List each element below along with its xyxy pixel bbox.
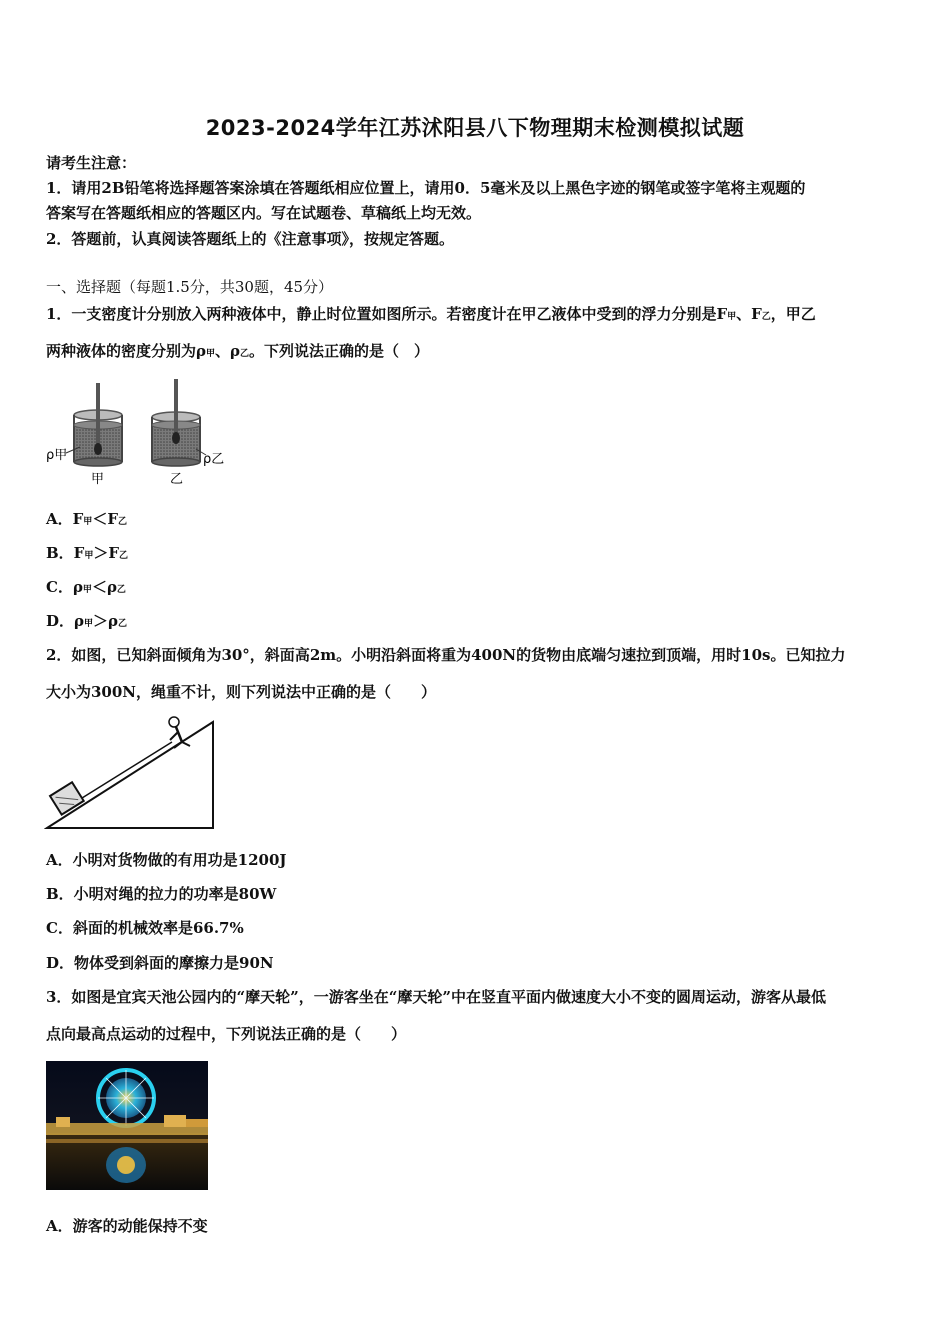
q1-stem-line-2: 两种液体的密度分别为ρ甲、ρ乙。下列说法正确的是（ ）	[46, 342, 430, 360]
q2-option-d[interactable]: D．物体受到斜面的摩擦力是90N	[46, 954, 274, 972]
q3-option-a[interactable]: A．游客的动能保持不变	[46, 1217, 208, 1235]
page-title: 2023-2024学年江苏沭阳县八下物理期末检测模拟试题	[205, 116, 745, 140]
beaker-yi	[152, 379, 200, 466]
q2-option-a[interactable]: A．小明对货物做的有用功是1200J	[46, 851, 287, 869]
q3-stem-line-2: 点向最高点运动的过程中，下列说法正确的是（ ）	[46, 1025, 407, 1043]
q3-stem-line-1: 3．如图是宜宾天池公园内的“摩天轮”，一游客坐在“摩天轮”中在竖直平面内做速度大小不变的圆周运动，游客从最低	[46, 988, 826, 1006]
label-rho-yi: ρ乙	[203, 452, 225, 467]
notice-line-2: 答案写在答题纸相应的答题区内。写在试题卷、草稿纸上均无效。	[46, 204, 482, 222]
notice-heading: 请考生注意：	[46, 154, 137, 172]
q1-option-a[interactable]: A．F甲＜F乙	[46, 510, 127, 528]
q2-stem-line-2: 大小为300N，绳重不计，则下列说法中正确的是（ ）	[46, 683, 437, 701]
label-yi: 乙	[170, 472, 184, 487]
notice-line-1: 1．请用2B铅笔将选择题答案涂填在答题纸相应位置上，请用0．5毫米及以上黑色字迹的钢笔或签字笔将主观题的	[46, 179, 806, 197]
ferris-wheel-photo	[46, 1061, 208, 1190]
q2-option-c[interactable]: C．斜面的机械效率是66.7%	[46, 919, 244, 937]
hydrometer-figure	[46, 375, 236, 490]
q2-stem-line-1: 2．如图，已知斜面倾角为30°，斜面高2m。小明沿斜面将重为400N的货物由底端匀速拉到顶端，用时10s。已知拉力	[46, 646, 846, 664]
section-heading: 一、选择题（每题1.5分，共30题，45分）	[46, 278, 334, 296]
label-rho-jia: ρ甲	[46, 448, 68, 463]
q2-option-b[interactable]: B．小明对绳的拉力的功率是80W	[46, 885, 277, 903]
notice-line-3: 2．答题前，认真阅读答题纸上的《注意事项》，按规定答题。	[46, 230, 454, 248]
label-jia: 甲	[91, 472, 105, 487]
q1-option-d[interactable]: D．ρ甲＞ρ乙	[46, 612, 127, 630]
beaker-jia	[74, 383, 122, 466]
person-xiaoming	[169, 717, 190, 748]
q1-option-b[interactable]: B．F甲＞F乙	[46, 544, 129, 562]
q1-option-c[interactable]: C．ρ甲＜ρ乙	[46, 578, 126, 596]
incline-figure	[44, 712, 220, 834]
q1-stem-line-1: 1．一支密度计分别放入两种液体中，静止时位置如图所示。若密度计在甲乙液体中受到的浮力分别是F甲、F乙，甲乙	[46, 305, 816, 323]
